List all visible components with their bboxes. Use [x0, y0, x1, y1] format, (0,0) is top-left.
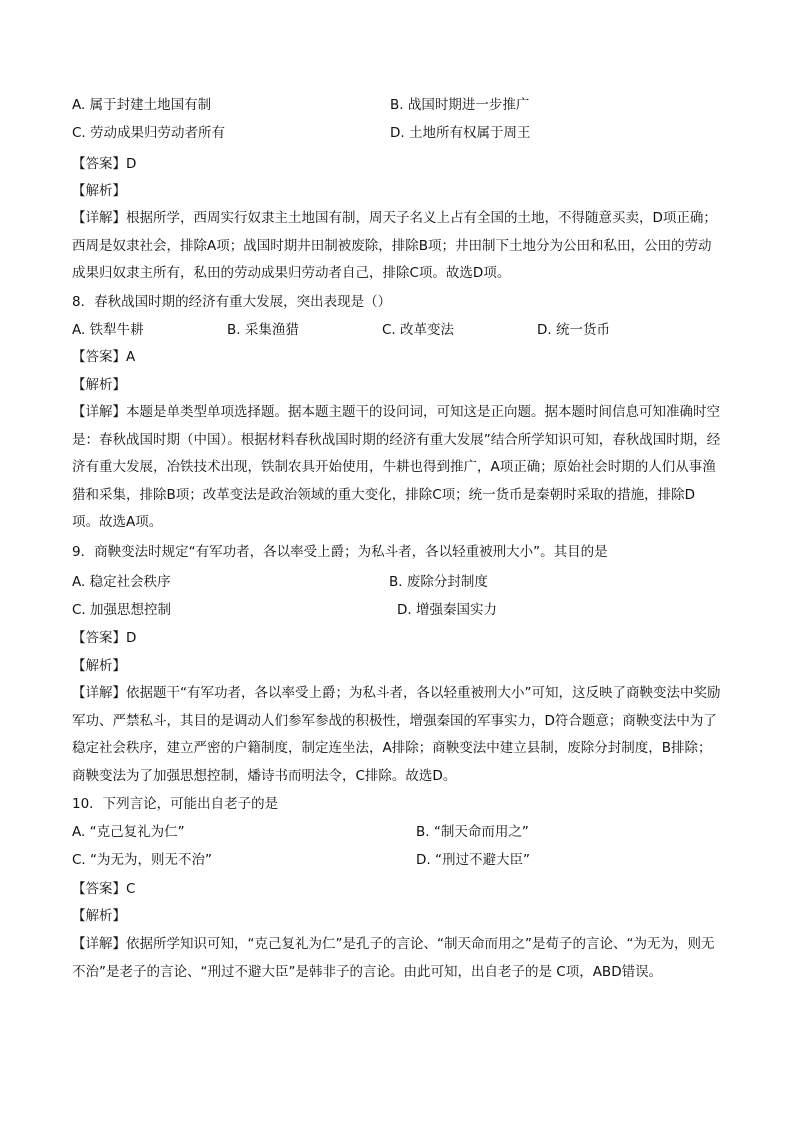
q10-option-a: A. “克己复礼为仁”: [72, 824, 185, 840]
q9-option-a: A. 稳定社会秩序: [72, 574, 171, 590]
q8-option-d: D. 统一货币: [537, 322, 610, 338]
q9-analysis-label: 【解析】: [72, 658, 126, 674]
q10-stem: 10．下列言论，可能出自老子的是: [72, 796, 279, 812]
q9-option-d: D. 增强秦国实力: [397, 602, 497, 618]
q10-option-d: D. “刑过不避大臣”: [416, 852, 530, 868]
q7-options-row-2: [72, 123, 722, 143]
q10-options-row-1: [72, 822, 722, 842]
q8-option-c: C. 改革变法: [382, 322, 455, 338]
q9-detail: 【详解】依据题干“有军功者，各以率受上爵；为私斗者，各以轻重被刑大小”可知，这反映了商鞅变法中奖励军功、严禁私斗，其目的是调动人们参军参战的积极性，增强秦国的军事实力，D符合题意；商鞅变法中为了稳定社会秩序，建立严密的户籍制度，制定连坐法，A排除；商鞅变法中建立县制，废除分封制度，B排除；商鞅变法为了加强思想控制，燔诗书而明法令，C排除。故选D。: [72, 685, 721, 784]
q10-options-row-2: [72, 850, 722, 870]
q10-analysis-label: 【解析】: [72, 908, 126, 924]
q9-stem: 9．商鞅变法时规定“有军功者，各以率受上爵；为私斗者，各以轻重被刑大小”。其目的是: [72, 544, 608, 560]
q10-option-b: B. “制天命而用之”: [416, 824, 529, 840]
q8-analysis-label: 【解析】: [72, 377, 126, 393]
q8-options-row: [72, 320, 722, 340]
q7-answer: 【答案】D: [72, 156, 137, 172]
q7-option-c: C. 劳动成果归劳动者所有: [72, 125, 226, 141]
q8-answer: 【答案】A: [72, 349, 136, 365]
q7-option-d: D. 土地所有权属于周王: [390, 125, 531, 141]
q9-options-row-2: [72, 600, 722, 620]
q8-stem: 8．春秋战国时期的经济有重大发展，突出表现是（）: [72, 294, 392, 310]
q9-options-row-1: [72, 572, 722, 592]
q9-answer: 【答案】D: [72, 630, 137, 646]
q7-option-b: B. 战国时期进一步推广: [390, 97, 530, 113]
q8-option-a: A. 铁犁牛耕: [72, 322, 144, 338]
q10-answer: 【答案】C: [72, 881, 136, 897]
q8-detail: 【详解】本题是单类型单项选择题。据本题主题干的设问词，可知这是正向题。据本题时间信息可知准确时空是：春秋战国时期（中国）。根据材料春秋战国时期的经济有重大发展”结合所学知识可知，春秋战国时期，经济有重大发展，冶铁技术出现，铁制农具开始使用，牛耕也得到推广，A项正确；原始社会时期的人们从事渔猎和采集，排除B项；改革变法是政治领域的重大变化，排除C项；统一货币是秦朝时采取的措施，排除D项。故选A项。: [72, 404, 721, 530]
q9-option-b: B. 废除分封制度: [389, 574, 488, 590]
q7-options-row-1: [72, 95, 722, 115]
q7-analysis-label: 【解析】: [72, 183, 126, 199]
q9-option-c: C. 加强思想控制: [72, 602, 172, 618]
q8-option-b: B. 采集渔猎: [227, 322, 299, 338]
q7-detail: 【详解】根据所学，西周实行奴隶主土地国有制，周天子名义上占有全国的土地，不得随意买卖，D项正确；西周是奴隶社会，排除A项；战国时期井田制被废除，排除B项；井田制下土地分为公田和私田，公田的劳动成果归奴隶主所有，私田的劳动成果归劳动者自己，排除C项。故选D项。: [72, 210, 717, 281]
q10-detail: 【详解】依据所学知识可知，“克己复礼为仁”是孔子的言论、“制天命而用之”是荀子的言论、“为无为，则无不治”是老子的言论、“刑过不避大臣”是韩非子的言论。由此可知，出自老子的是 C项，ABD错误。: [72, 936, 715, 980]
q10-option-c: C. “为无为，则无不治”: [72, 852, 212, 868]
q7-option-a: A. 属于封建土地国有制: [72, 97, 212, 113]
